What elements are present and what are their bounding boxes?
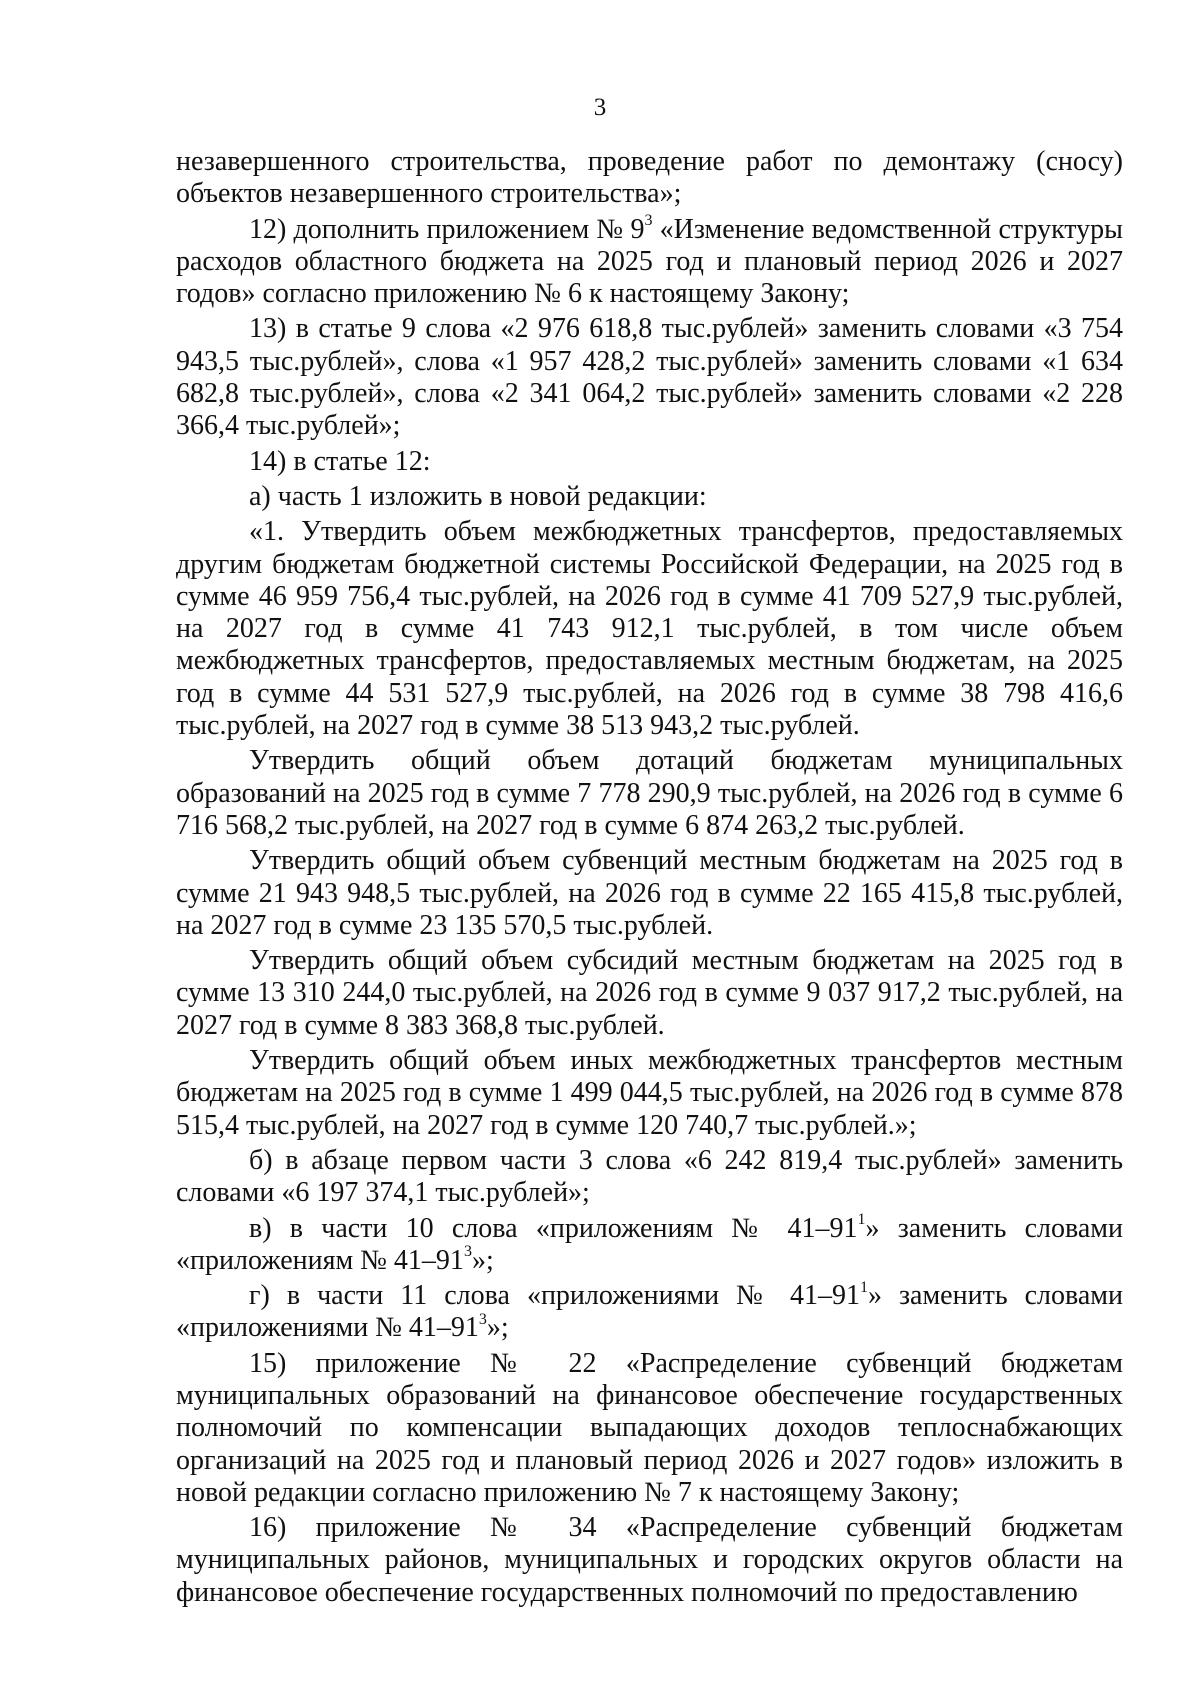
item-12-text-a: 12) дополнить приложением № 9 <box>249 213 645 245</box>
paragraph-item-14a: а) часть 1 изложить в новой редакции: <box>249 480 707 512</box>
item-12-text-b: «Изменение ведомственной структуры расходов областного бюджета на 2025 год и плановый период 2026 и 2027 годов» согласно приложению № 6 к настоящему Закону; <box>176 213 1123 310</box>
paragraph-item-15: 15) приложение № 22 «Распределение субвенций бюджетам муниципальных образований на финансовое обеспечение государственных полномочий по компенсации выпадающих доходов теплоснабжающих организаций на 2025 год и плановый период 2026 и 2027 годов» изложить в новой редакции согласно приложению № 7 к настоящему Закону; <box>176 1347 1123 1508</box>
item-14g-text-b: » заменить словами «приложениями № 41–91 <box>176 1280 1123 1344</box>
superscript: 3 <box>644 212 653 230</box>
superscript: 3 <box>463 1243 472 1261</box>
item-14v-text-b: » заменить словами «приложениям № 41–91 <box>176 1212 1123 1276</box>
paragraph-item-13: 13) в статье 9 слова «2 976 618,8 тыс.рублей» заменить словами «3 754 943,5 тыс.рублей», слова «1 957 428,2 тыс.рублей» заменить словами «1 634 682,8 тыс.рублей», слова «2 341 064,2 тыс.рублей» заменить словами «2 228 366,4 тыс.рублей»; <box>176 313 1123 442</box>
paragraph-item-14g <box>176 1280 1123 1345</box>
paragraph-item-14b: б) в абзаце первом части 3 слова «6 242 819,4 тыс.рублей» заменить словами «6 197 374,1 тыс.рублей»; <box>176 1144 1123 1209</box>
paragraph-continuation: незавершенного строительства, проведение работ по демонтажу (сносу) объектов незавершенного строительства»; <box>176 146 1123 210</box>
paragraph-item-16: 16) приложение № 34 «Распределение субвенций бюджетам муниципальных районов, муниципальных и городских округов области на финансовое обеспечение государственных полномочий по предоставлению <box>176 1512 1123 1608</box>
item-14v-text-a: в) в части 10 слова «приложениям № 41–91 <box>249 1212 858 1244</box>
paragraph-subventions: Утвердить общий объем субвенций местным бюджетам на 2025 год в сумме 21 943 948,5 тыс.рублей, на 2026 год в сумме 22 165 415,8 тыс.рублей, на 2027 год в сумме 23 135 570,5 тыс.рублей. <box>176 845 1123 941</box>
paragraph-part-1: «1. Утвердить объем межбюджетных трансфертов, предоставляемых другим бюджетам бюджетной системы Российской Федерации, на 2025 год в сумме 46 959 756,4 тыс.рублей, на 2026 год в сумме 41 709 527,9 тыс.рублей, на 2027 год в сумме 41 743 912,1 тыс.рублей, в том числе объем межбюджетных трансфертов, предоставляемых местным бюджетам, на 2025 год в сумме 44 531 527,9 тыс.рублей, на 2026 год в сумме 38 798 416,6 тыс.рублей, на 2027 год в сумме 38 513 943,2 тыс.рублей. <box>176 516 1123 742</box>
page-number: 3 <box>593 94 607 121</box>
paragraph-item-14: 14) в статье 12: <box>249 445 431 477</box>
paragraph-item-12 <box>176 214 1123 311</box>
superscript: 1 <box>859 1278 868 1296</box>
item-14v-text-c: »; <box>471 1244 494 1276</box>
paragraph-item-14v <box>176 1213 1123 1278</box>
paragraph-dotations: Утвердить общий объем дотаций бюджетам муниципальных образований на 2025 год в сумме 7 778 290,9 тыс.рублей, на 2026 год в сумме 6 716 568,2 тыс.рублей, на 2027 год в сумме 6 874 263,2 тыс.рублей. <box>176 745 1123 841</box>
paragraph-subsidies: Утвердить общий объем субсидий местным бюджетам на 2025 год в сумме 13 310 244,0 тыс.рублей, на 2026 год в сумме 9 037 917,2 тыс.рублей, на 2027 год в сумме 8 383 368,8 тыс.рублей. <box>176 945 1123 1041</box>
item-14g-text-c: »; <box>486 1312 509 1344</box>
item-14g-text-a: г) в части 11 слова «приложениями № 41–91 <box>249 1280 860 1312</box>
superscript: 1 <box>857 1211 866 1229</box>
document-body <box>176 146 1123 1609</box>
paragraph-other-transfers: Утвердить общий объем иных межбюджетных трансфертов местным бюджетам на 2025 год в сумме 1 499 044,5 тыс.рублей, на 2026 год в сумме 878 515,4 тыс.рублей, на 2027 год в сумме 120 740,7 тыс.рублей.»; <box>176 1045 1123 1141</box>
superscript: 3 <box>478 1311 487 1329</box>
